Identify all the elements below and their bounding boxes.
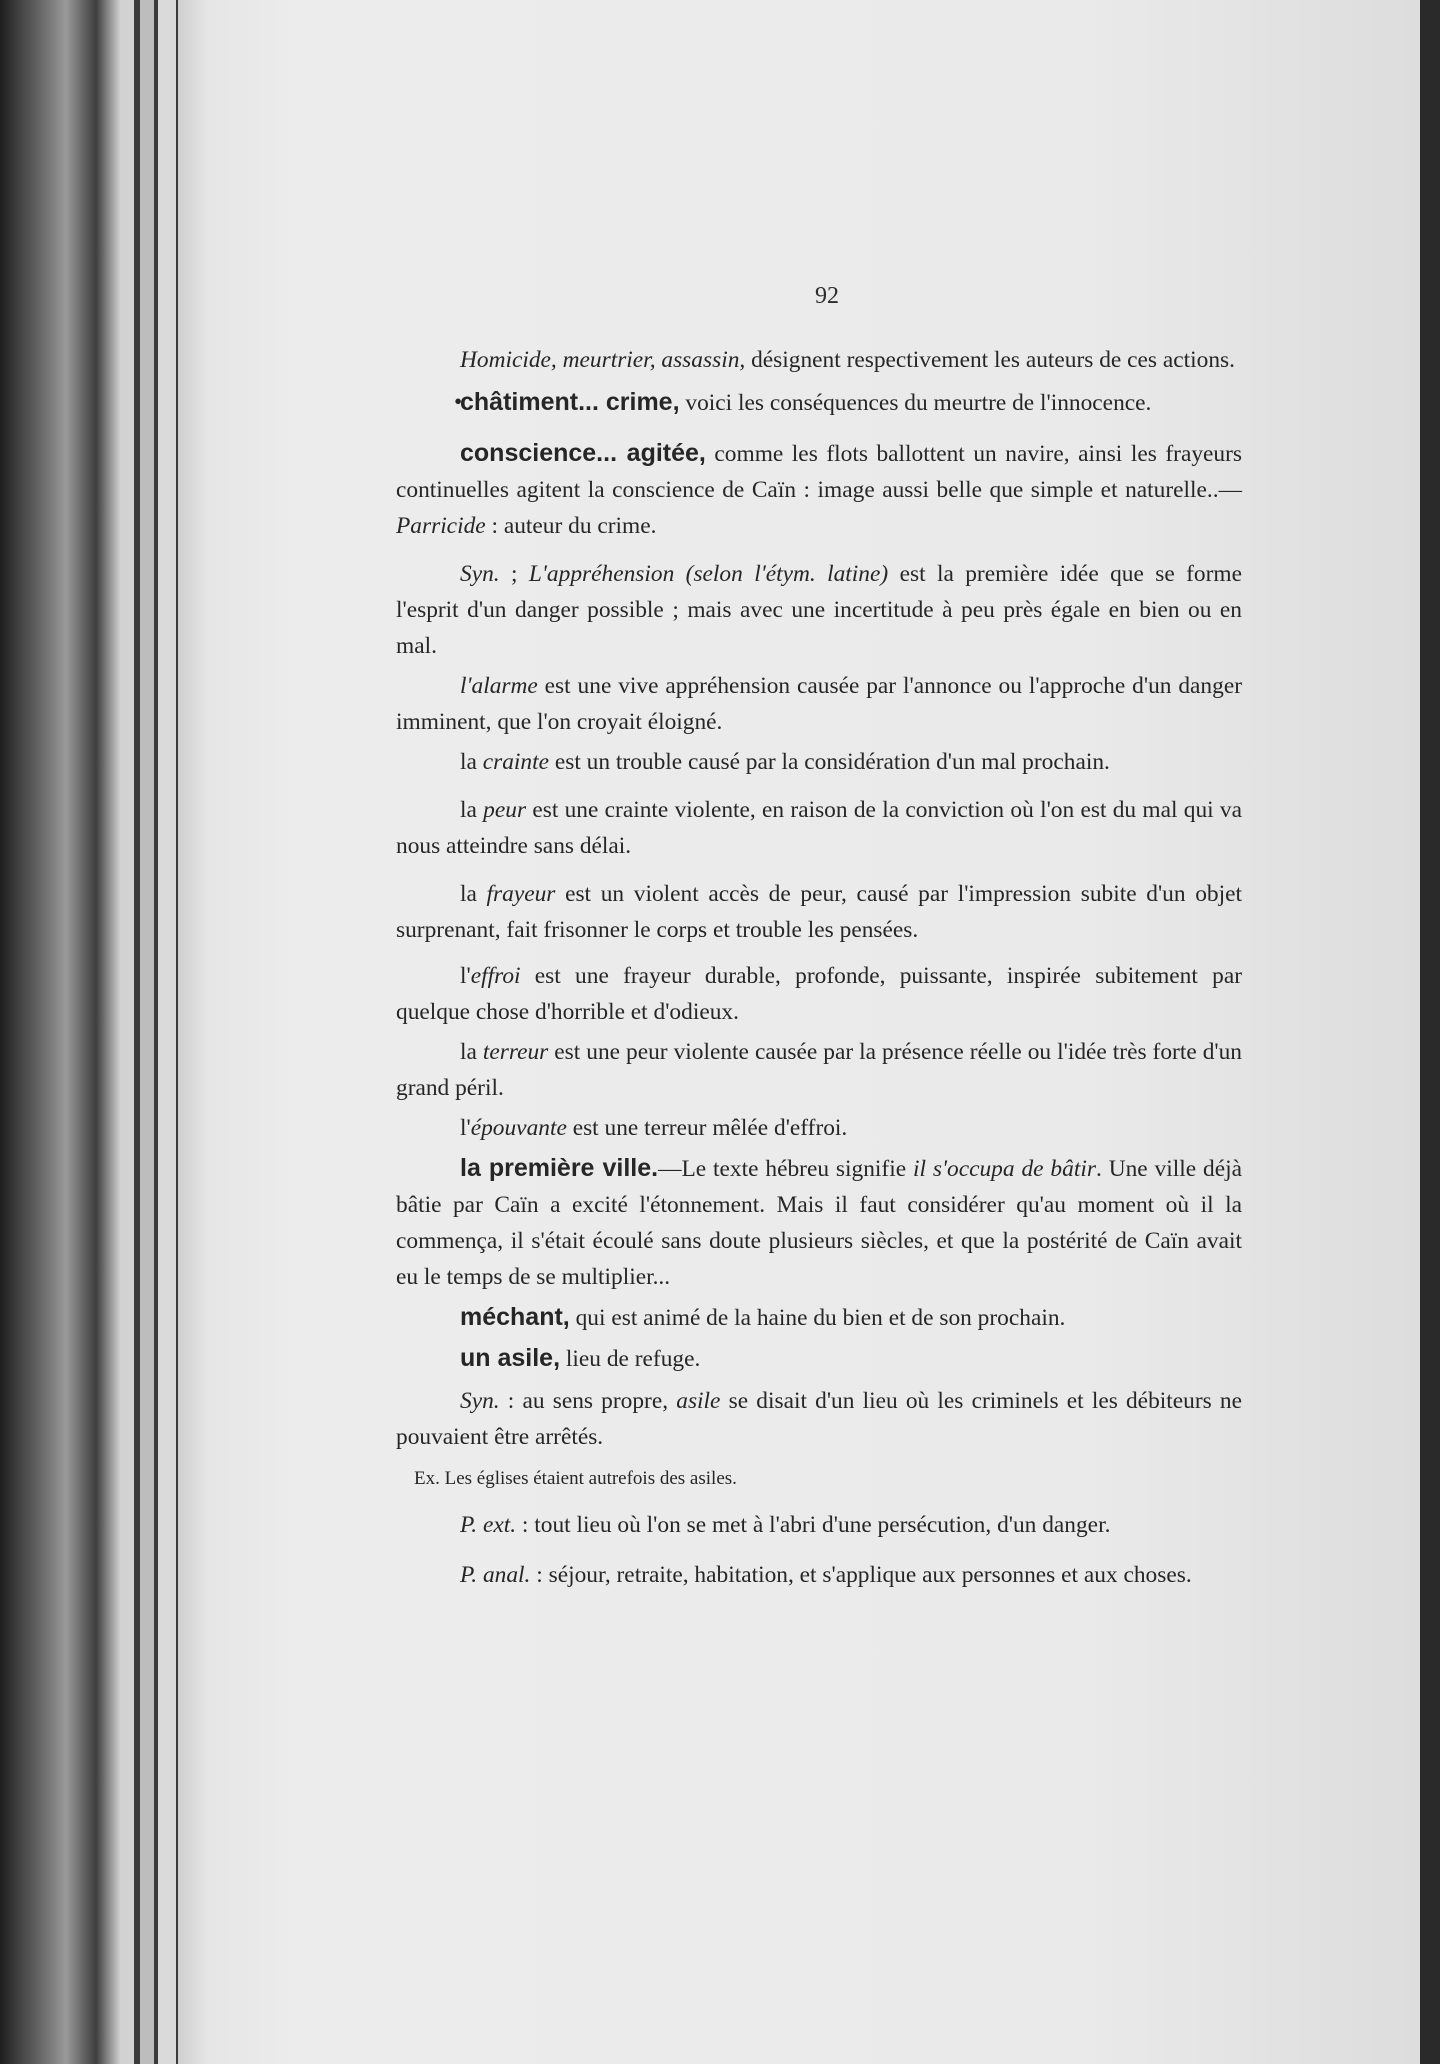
- italic-term: Syn.: [460, 1388, 500, 1414]
- text-run: . Une ville déjà bâtie par Caïn a excité l'étonnement. Mais il faut considérer qu'au moment où il la commença, il s'était écoulé sans doute plusieurs siècles, et que la postérité de Caïn avait eu le temps de se multiplier...: [396, 1156, 1242, 1290]
- book-spine-edge: [0, 0, 120, 2064]
- italic-term: P. ext.: [460, 1512, 517, 1538]
- text-run: voici les conséquences du meurtre de l'innocence.: [679, 390, 1152, 416]
- text-run: comme les flots ballottent un navire, ainsi les frayeurs continuelles agitent la conscience de Caïn : image aussi belle que simple et naturelle..—: [396, 441, 1242, 503]
- paragraph: [396, 556, 1242, 664]
- text-run: qui est animé de la haine du bien et de son prochain.: [569, 1305, 1066, 1331]
- text-run: : au sens propre,: [499, 1388, 677, 1414]
- headword: méchant,: [460, 1303, 570, 1331]
- page-edge-strip: [158, 0, 176, 2064]
- italic-term: Homicide, meurtrier, assassin,: [460, 347, 746, 373]
- paragraph: [396, 668, 1242, 740]
- text-run: : tout lieu où l'on se met à l'abri d'une persécution, d'un danger.: [516, 1512, 1111, 1538]
- text-run: est un violent accès de peur, causé par l'impression subite d'un objet surprenant, fait frisonner le corps et trouble les pensées.: [396, 881, 1242, 943]
- scan-border: [1420, 0, 1440, 2064]
- text-run: est une frayeur durable, profonde, puissante, inspirée subitement par quelque chose d'horrible et d'odieux.: [396, 963, 1242, 1025]
- italic-term: l'alarme: [460, 673, 538, 699]
- text-run: Ex. Les églises étaient autrefois des asiles.: [414, 1468, 737, 1489]
- page-text-body: [396, 342, 1242, 1593]
- paragraph: [396, 1299, 1242, 1336]
- paragraph: [396, 744, 1242, 780]
- italic-term: Syn.: [460, 561, 500, 587]
- headword: la première ville.: [460, 1154, 659, 1182]
- paragraph: [396, 1034, 1242, 1106]
- text-run: ;: [499, 561, 529, 587]
- paragraph: [396, 1383, 1242, 1455]
- page-edge-strip: [120, 0, 134, 2064]
- page-edge-strip: [140, 0, 154, 2064]
- paragraph: [396, 1557, 1242, 1593]
- paragraph: [396, 1110, 1242, 1146]
- text-run: désignent respectivement les auteurs de ces actions.: [745, 347, 1235, 373]
- paragraph: [396, 342, 1242, 378]
- italic-term: P. anal.: [460, 1562, 531, 1588]
- paragraph: [396, 1507, 1242, 1543]
- text-run: est une crainte violente, en raison de la conviction où l'on est du mal qui va nous atteindre sans délai.: [396, 797, 1243, 859]
- text-run: est un trouble causé par la considération d'un mal prochain.: [549, 749, 1110, 775]
- paragraph: [396, 792, 1242, 864]
- text-run: est la première idée que se forme l'esprit d'un danger possible ; mais avec une incertitude à peu près égale en bien ou en mal.: [396, 561, 1242, 659]
- text-run: est une terreur mêlée d'effroi.: [566, 1115, 848, 1141]
- text-run: lieu de refuge.: [560, 1346, 701, 1372]
- bullet-mark: •: [454, 389, 463, 415]
- paragraph: [396, 876, 1242, 948]
- headword: châtiment... crime,: [460, 388, 680, 416]
- text-run: la: [460, 881, 487, 907]
- italic-term: Parricide: [396, 513, 486, 539]
- text-run: la: [460, 1039, 483, 1065]
- text-run: la: [460, 749, 483, 775]
- example-line: [396, 1461, 1242, 1497]
- text-run: l': [460, 1115, 471, 1141]
- text-run: : auteur du crime.: [485, 513, 657, 539]
- text-run: l': [460, 963, 471, 989]
- paragraph: [396, 1150, 1242, 1295]
- headword: un asile,: [460, 1344, 561, 1372]
- text-run: est une vive appréhension causée par l'annonce ou l'approche d'un danger imminent, que l'on croyait éloigné.: [396, 673, 1242, 735]
- italic-term: épouvante: [470, 1115, 567, 1141]
- italic-term: terreur: [482, 1039, 549, 1065]
- italic-term: crainte: [482, 749, 549, 775]
- paragraph: [396, 384, 1242, 421]
- text-run: la: [460, 797, 484, 823]
- page-number: 92: [815, 283, 839, 309]
- italic-term: L'appréhension (selon l'étym. latine): [528, 561, 889, 587]
- text-run: : séjour, retraite, habitation, et s'applique aux personnes et aux choses.: [530, 1562, 1192, 1588]
- paragraph: [396, 958, 1242, 1030]
- paragraph: [396, 435, 1242, 544]
- italic-term: il s'occupa de bâtir: [913, 1156, 1096, 1182]
- headword: conscience... agitée,: [460, 439, 706, 467]
- text-run: est une peur violente causée par la présence réelle ou l'idée très forte d'un grand péril.: [396, 1039, 1243, 1101]
- italic-term: peur: [483, 797, 527, 823]
- italic-term: asile: [676, 1388, 721, 1414]
- italic-term: effroi: [470, 963, 521, 989]
- text-run: —Le texte hébreu signifie: [658, 1156, 913, 1182]
- text-run: se disait d'un lieu où les criminels et les débiteurs ne pouvaient être arrêtés.: [396, 1388, 1242, 1450]
- italic-term: frayeur: [486, 881, 556, 907]
- paragraph: [396, 1340, 1242, 1377]
